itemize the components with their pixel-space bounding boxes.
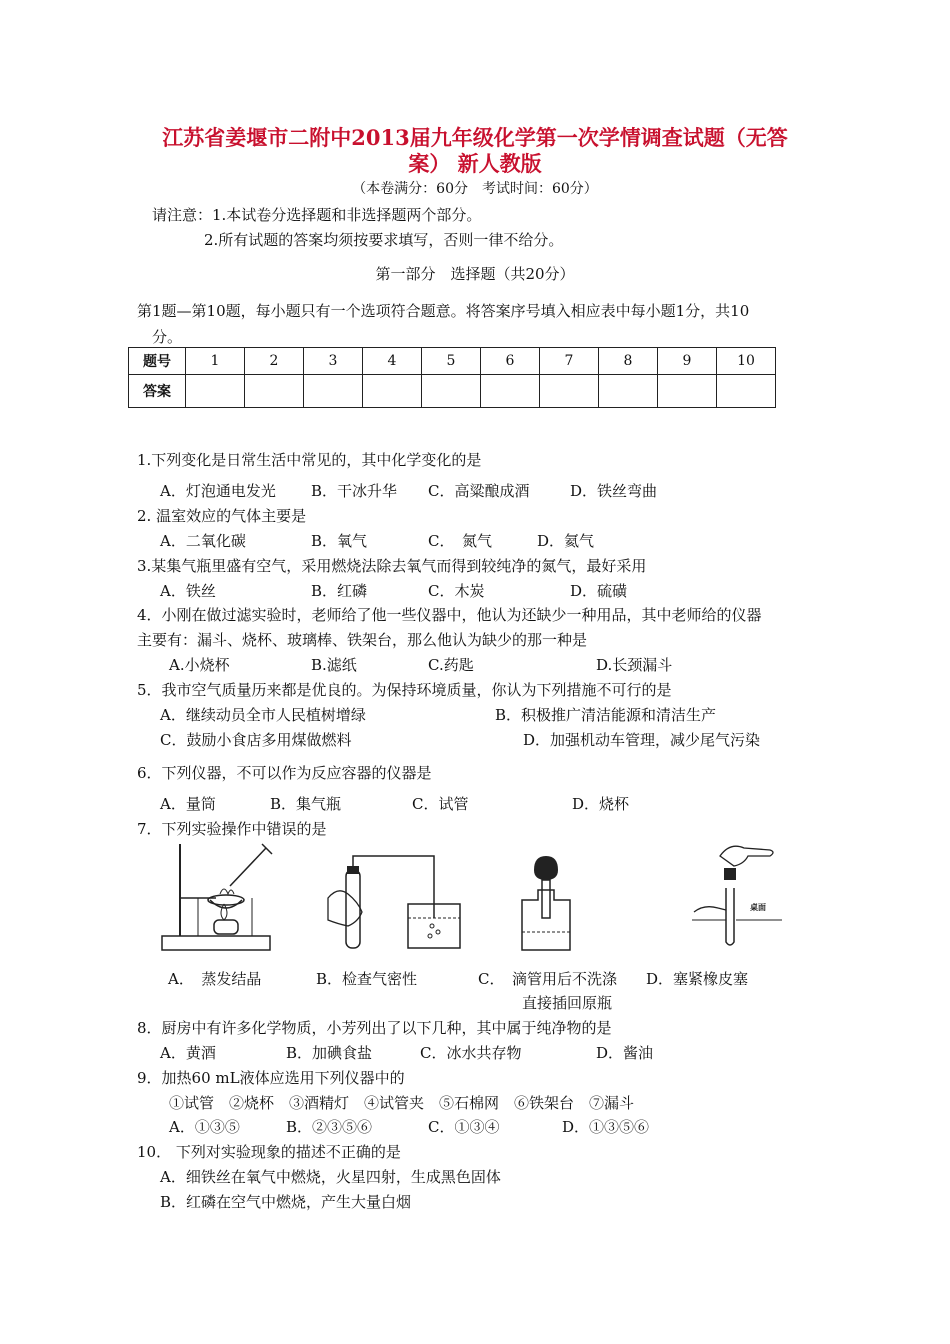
answer-cell-1[interactable]	[186, 375, 245, 408]
q4-option-a: A.小烧杯	[169, 656, 230, 674]
q9-option-a: A．①③⑤	[169, 1118, 240, 1136]
q8-option-b: B．加碘食盐	[286, 1044, 373, 1062]
table-row	[129, 375, 776, 408]
question-5-stem: 5．我市空气质量历来都是优良的。为保持环境质量，你认为下列措施不可行的是	[137, 681, 672, 699]
figure-air-tightness-check	[326, 848, 466, 952]
figure-stopper-insertion	[690, 838, 785, 950]
table-cell: 7	[540, 348, 599, 375]
instruction-line-2: 分。	[152, 328, 183, 346]
table-cell: 1	[186, 348, 245, 375]
answer-cell-6[interactable]	[481, 375, 540, 408]
table-header-number: 题号	[129, 348, 186, 375]
q8-option-c: C．冰水共存物	[420, 1044, 522, 1062]
subtitle: （本卷满分：60分 考试时间：60分）	[352, 181, 598, 197]
table-cell: 4	[363, 348, 422, 375]
section-heading: 第一部分 选择题（共20分）	[375, 265, 575, 283]
answer-cell-10[interactable]	[717, 375, 776, 408]
q2-option-a: A．二氧化碳	[160, 532, 246, 550]
q9-option-d: D．①③⑤⑥	[562, 1118, 650, 1136]
answer-cell-9[interactable]	[658, 375, 717, 408]
table-cell: 2	[245, 348, 304, 375]
table-cell: 10	[717, 348, 776, 375]
page-title: 江苏省姜堰市二附中2013届九年级化学第一次学情调查试题（无答	[162, 125, 788, 150]
answer-cell-3[interactable]	[304, 375, 363, 408]
table-cell: 9	[658, 348, 717, 375]
q4-option-b: B.滤纸	[311, 656, 357, 674]
table-cell: 3	[304, 348, 363, 375]
question-10-stem: 10． 下列对实验现象的描述不正确的是	[137, 1143, 401, 1161]
q3-option-a: A．铁丝	[160, 582, 216, 600]
question-2-stem: 2. 温室效应的气体主要是	[137, 507, 307, 525]
q7-option-b: B．检查气密性	[316, 970, 418, 988]
q3-option-b: B．红磷	[311, 582, 368, 600]
answer-cell-7[interactable]	[540, 375, 599, 408]
q9-option-c: C．①③④	[428, 1118, 500, 1136]
q7-option-c-line2: 直接插回原瓶	[522, 994, 613, 1012]
answer-cell-4[interactable]	[363, 375, 422, 408]
q6-option-a: A．量筒	[160, 795, 216, 813]
answer-cell-2[interactable]	[245, 375, 304, 408]
q6-option-d: D．烧杯	[572, 795, 630, 813]
table-surface-label: 桌面	[750, 902, 766, 912]
question-7-stem: 7．下列实验操作中错误的是	[137, 820, 327, 838]
question-4-stem-line2: 主要有：漏斗、烧杯、玻璃棒、铁架台，那么他认为缺少的那一种是	[137, 631, 588, 649]
instruction-line-1: 第1题—第10题，每小题只有一个选项符合题意。将答案序号填入相应表中每小题1分，共10	[137, 302, 750, 320]
q5-option-c: C．鼓励小食店多用煤做燃料	[160, 731, 352, 749]
table-row	[129, 348, 776, 375]
answer-table	[128, 347, 776, 408]
q8-option-a: A．黄酒	[160, 1044, 216, 1062]
q2-option-c: C． 氮气	[428, 532, 492, 550]
table-cell: 6	[481, 348, 540, 375]
answer-cell-5[interactable]	[422, 375, 481, 408]
question-4-stem: 4．小刚在做过滤实验时，老师给了他一些仪器中，他认为还缺少一种用品，其中老师给的仪器	[137, 606, 762, 624]
q3-option-c: C．木炭	[428, 582, 485, 600]
table-cell: 8	[599, 348, 658, 375]
notice-2: 2.所有试题的答案均须按要求填写，否则一律不给分。	[204, 231, 564, 249]
table-cell: 5	[422, 348, 481, 375]
question-3-stem: 3.某集气瓶里盛有空气，采用燃烧法除去氧气而得到较纯净的氮气，最好采用	[137, 557, 647, 575]
answer-cell-8[interactable]	[599, 375, 658, 408]
q1-option-c: C．高粱酿成酒	[428, 482, 530, 500]
q4-option-d: D.长颈漏斗	[596, 656, 673, 674]
q9-items: ①试管 ②烧杯 ③酒精灯 ④试管夹 ⑤石棉网 ⑥铁架台 ⑦漏斗	[169, 1094, 635, 1112]
page-title-line2: 案） 新人教版	[408, 151, 542, 176]
q8-option-d: D．酱油	[596, 1044, 654, 1062]
table-header-answer: 答案	[129, 375, 186, 408]
figure-dropper-bottle	[510, 852, 580, 954]
q5-option-a: A．继续动员全市人民植树增绿	[160, 706, 366, 724]
q1-option-d: D．铁丝弯曲	[570, 482, 658, 500]
figure-evaporation	[160, 838, 280, 956]
q5-option-d: D．加强机动车管理，减少尾气污染	[523, 731, 761, 749]
q9-option-b: B．②③⑤⑥	[286, 1118, 373, 1136]
q6-option-c: C．试管	[412, 795, 469, 813]
q10-option-a: A．细铁丝在氧气中燃烧，火星四射，生成黑色固体	[160, 1168, 501, 1186]
q1-option-a: A．灯泡通电发光	[160, 482, 276, 500]
q4-option-c: C.药匙	[428, 656, 474, 674]
q7-option-c: C． 滴管用后不洗涤	[478, 970, 617, 988]
notice-1: 请注意：1.本试卷分选择题和非选择题两个部分。	[152, 206, 482, 224]
q2-option-b: B．氧气	[311, 532, 368, 550]
q3-option-d: D．硫磺	[570, 582, 628, 600]
q7-option-d: D．塞紧橡皮塞	[646, 970, 749, 988]
q5-option-b: B．积极推广清洁能源和清洁生产	[495, 706, 717, 724]
q6-option-b: B．集气瓶	[270, 795, 342, 813]
question-9-stem: 9．加热60 mL液体应选用下列仪器中的	[137, 1069, 405, 1087]
q10-option-b: B．红磷在空气中燃烧，产生大量白烟	[160, 1193, 412, 1211]
question-8-stem: 8．厨房中有许多化学物质，小芳列出了以下几种，其中属于纯净物的是	[137, 1019, 612, 1037]
question-6-stem: 6．下列仪器，不可以作为反应容器的仪器是	[137, 764, 432, 782]
question-1-stem: 1.下列变化是日常生活中常见的，其中化学变化的是	[137, 451, 482, 469]
q2-option-d: D．氦气	[537, 532, 595, 550]
q1-option-b: B．干冰升华	[311, 482, 398, 500]
q7-option-a: A． 蒸发结晶	[168, 970, 262, 988]
